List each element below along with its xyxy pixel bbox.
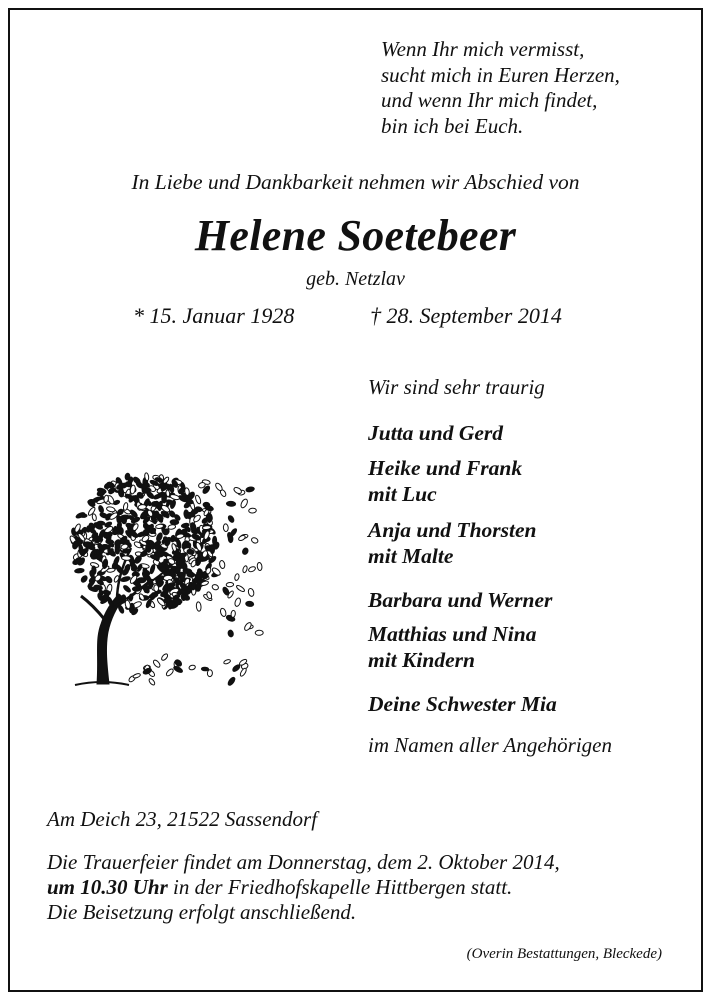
leaf-mark — [125, 481, 132, 487]
poem-line: und wenn Ihr mich findet, — [381, 88, 598, 112]
leaf-mark — [236, 584, 246, 592]
funeral-time: um 10.30 Uhr — [47, 875, 168, 899]
leaf-mark — [92, 513, 97, 521]
leaf-mark — [115, 564, 123, 573]
leaf-mark — [234, 597, 242, 607]
poem-line: sucht mich in Euren Herzen, — [381, 62, 620, 87]
address: Am Deich 23, 21522 Sassendorf — [47, 807, 318, 831]
leaf-mark — [227, 630, 233, 638]
family-line: mit Luc — [368, 482, 437, 506]
family-line: Matthias und Nina — [368, 622, 537, 646]
leaf-mark — [245, 601, 254, 607]
leaf-mark — [166, 490, 170, 497]
leaf-mark — [226, 582, 234, 587]
leaf-mark — [195, 495, 202, 505]
leaf-mark — [149, 564, 155, 574]
family-line: mit Malte — [368, 544, 454, 568]
leaf-mark — [202, 525, 211, 530]
family-line: Barbara und Werner — [368, 588, 553, 612]
leaf-mark — [231, 610, 236, 618]
leaf-mark — [148, 678, 156, 686]
leaf-mark — [160, 653, 168, 661]
leaf-mark — [220, 608, 227, 618]
leaf-mark — [86, 526, 90, 533]
leaf-mark — [189, 665, 196, 671]
leaf-mark — [227, 676, 236, 686]
intro-text: In Liebe und Dankbarkeit nehmen wir Abschied von — [131, 170, 580, 194]
leaf-mark — [125, 493, 135, 501]
leaf-mark — [180, 553, 187, 557]
leaf-mark — [195, 556, 202, 566]
leaf-mark — [223, 659, 231, 665]
leaf-mark — [170, 494, 180, 501]
leaf-mark — [201, 667, 208, 671]
leaf-mark — [211, 584, 219, 591]
leaf-mark — [132, 587, 140, 592]
leaf-mark — [234, 573, 240, 581]
funeral-line-3: Die Beisetzung erfolgt anschließend. — [47, 900, 357, 924]
leaf-mark — [138, 504, 147, 509]
family-line: Deine Schwester Mia — [368, 692, 557, 716]
leaf-mark — [133, 673, 141, 679]
leaf-mark — [214, 482, 223, 492]
leaf-mark — [248, 566, 256, 573]
leaf-mark — [233, 486, 243, 495]
family-line: Heike und Frank — [368, 456, 523, 480]
leaf-mark — [223, 524, 228, 532]
leaf-mark — [154, 585, 159, 592]
leaf-mark — [124, 564, 131, 572]
family-entry — [368, 517, 536, 569]
leaf-mark — [121, 595, 127, 604]
leaf-mark — [249, 508, 257, 513]
leaf-mark — [123, 585, 132, 594]
mourners-intro: Wir sind sehr traurig — [368, 375, 545, 399]
leaf-mark — [80, 575, 88, 584]
leaf-mark — [83, 541, 92, 547]
poem — [381, 37, 620, 139]
leaf-mark — [196, 602, 202, 612]
birth-date: * 15. Januar 1928 — [133, 303, 295, 328]
family-entry — [368, 420, 503, 446]
leaf-mark — [242, 547, 249, 555]
funeral-place: in der Friedhofskapelle Hittbergen statt. — [167, 875, 513, 899]
leaf-mark — [239, 667, 247, 677]
funeral-line-2 — [47, 875, 560, 900]
death-date: † 28. September 2014 — [370, 303, 562, 328]
leaf-mark — [240, 498, 249, 509]
leaf-mark — [74, 568, 84, 573]
leaf-mark — [121, 555, 131, 560]
leaf-mark — [75, 512, 85, 520]
leaf-mark — [145, 526, 153, 531]
leaf-mark — [106, 506, 115, 513]
funeral-info — [47, 850, 560, 925]
leaf-mark — [117, 604, 124, 613]
family-entry — [368, 587, 552, 613]
leaf-mark — [148, 592, 158, 599]
leaf-mark — [227, 515, 235, 524]
leaf-mark — [247, 588, 254, 597]
family-entry — [368, 455, 522, 507]
leaf-mark — [97, 521, 105, 525]
leaf-mark — [246, 486, 255, 492]
leaf-mark — [168, 524, 176, 530]
leaf-mark — [255, 630, 263, 635]
leaf-mark — [238, 534, 246, 541]
family-line: Jutta und Gerd — [368, 421, 504, 445]
leaf-mark — [120, 576, 130, 583]
deceased-name: Helene Soetebeer — [194, 211, 517, 260]
leaf-mark — [251, 537, 259, 544]
leaf-mark — [257, 562, 263, 571]
leaf-mark — [98, 505, 104, 513]
family-entry — [368, 621, 536, 673]
leaf-mark — [92, 566, 97, 575]
leaf-mark — [113, 556, 120, 566]
poem-line: Wenn Ihr mich vermisst, — [381, 37, 585, 61]
leaf-mark — [242, 565, 248, 573]
leaf-mark — [165, 668, 174, 677]
behalf-text: im Namen aller Angehörigen — [368, 733, 613, 757]
leaf-mark — [162, 495, 167, 503]
funeral-line-1: Die Trauerfeier findet am Donnerstag, dem 2. Oktober 2014, — [47, 850, 560, 874]
leaf-mark — [138, 593, 145, 601]
leaf-mark — [107, 596, 114, 606]
family-line: mit Kindern — [368, 648, 475, 672]
leaf-mark — [243, 621, 252, 631]
leaf-mark — [212, 536, 216, 545]
leaf-mark — [226, 501, 235, 506]
leaf-mark — [152, 659, 161, 668]
leaf-mark — [187, 572, 195, 578]
maiden-name: geb. Netzlav — [306, 268, 405, 290]
leaf-mark — [219, 560, 226, 569]
leaf-mark — [153, 493, 162, 500]
family-entry — [368, 691, 557, 717]
tree-icon — [45, 452, 270, 692]
leaf-mark — [129, 594, 134, 602]
poem-line: bin ich bei Euch. — [381, 113, 524, 138]
leaf-mark — [122, 517, 127, 524]
family-line: Anja und Thorsten — [368, 518, 537, 542]
undertaker-credit: (Overin Bestattungen, Bleckede) — [466, 946, 662, 962]
